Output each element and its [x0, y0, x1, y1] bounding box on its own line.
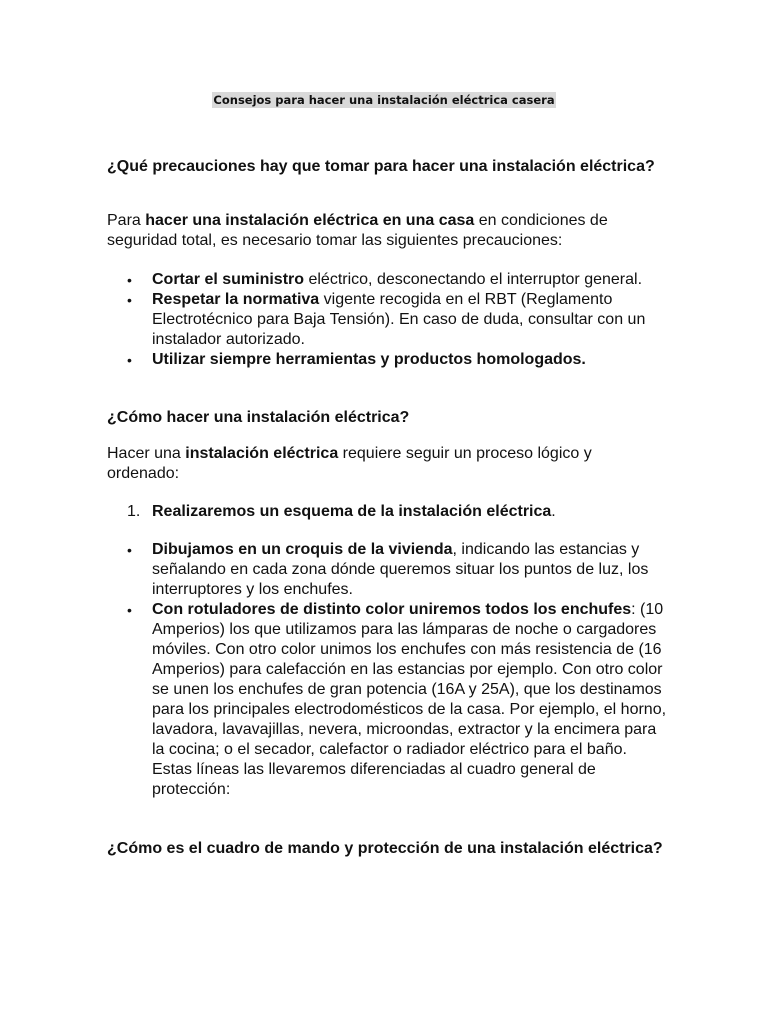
- list-item: • Con rotuladores de distinto color uniremos todos los enchufes: (10 Amperios) los que utilizamos para las lámparas de noche o cargadores móviles. Con otro color unimos los enchufes con más resistencia de (16 Amperios) para calefacción en las estancias por ejemplo. Con otro color se unen los enchufes de gran potencia (16A y 25A), que los destinamos para los principales electrodomésticos de la casa. Por ejemplo, el horno, lavadora, lavavajillas, nevera, microondas, extractor y la encimera para la cocina; o el secador, calefactor o radiador eléctrico para el baño. Estas líneas las llevaremos diferenciadas al cuadro general de protección:: [107, 600, 667, 800]
- precautions-list: [107, 270, 667, 370]
- bold-phrase: instalación eléctrica: [185, 445, 339, 462]
- list-item: • Cortar el suministro eléctrico, desconectando el interruptor general.: [107, 270, 667, 290]
- paragraph-intro: Para hacer una instalación eléctrica en una casa en condiciones de seguridad total, es necesario tomar las siguientes precauciones:: [107, 212, 608, 249]
- heading-control-panel: ¿Cómo es el cuadro de mando y protección de una instalación eléctrica?: [107, 840, 663, 857]
- list-item: • Utilizar siempre herramientas y productos homologados.: [107, 350, 667, 370]
- paragraph-process: Hacer una instalación eléctrica requiere seguir un proceso lógico y ordenado:: [107, 445, 592, 482]
- list-item: • Dibujamos en un croquis de la vivienda, indicando las estancias y señalando en cada zona dónde queremos situar los puntos de luz, los interruptores y los enchufes.: [107, 540, 667, 600]
- document-title-text: Consejos para hacer una instalación eléctrica casera: [213, 93, 555, 107]
- list-item: 1. Realizaremos un esquema de la instalación eléctrica.: [127, 503, 556, 520]
- step-number: 1.: [127, 503, 141, 520]
- list-item: • Respetar la normativa vigente recogida en el RBT (Reglamento Electrotécnico para Baja Tensión). En caso de duda, consultar con un instalador autorizado.: [107, 290, 667, 350]
- steps-list: [107, 502, 667, 522]
- sub-steps-list: [107, 540, 667, 800]
- heading-how-to: ¿Cómo hacer una instalación eléctrica?: [107, 409, 410, 426]
- heading-precautions: ¿Qué precauciones hay que tomar para hacer una instalación eléctrica?: [107, 158, 655, 175]
- bold-phrase: hacer una instalación eléctrica en una casa: [145, 212, 475, 229]
- document-title: [0, 91, 768, 109]
